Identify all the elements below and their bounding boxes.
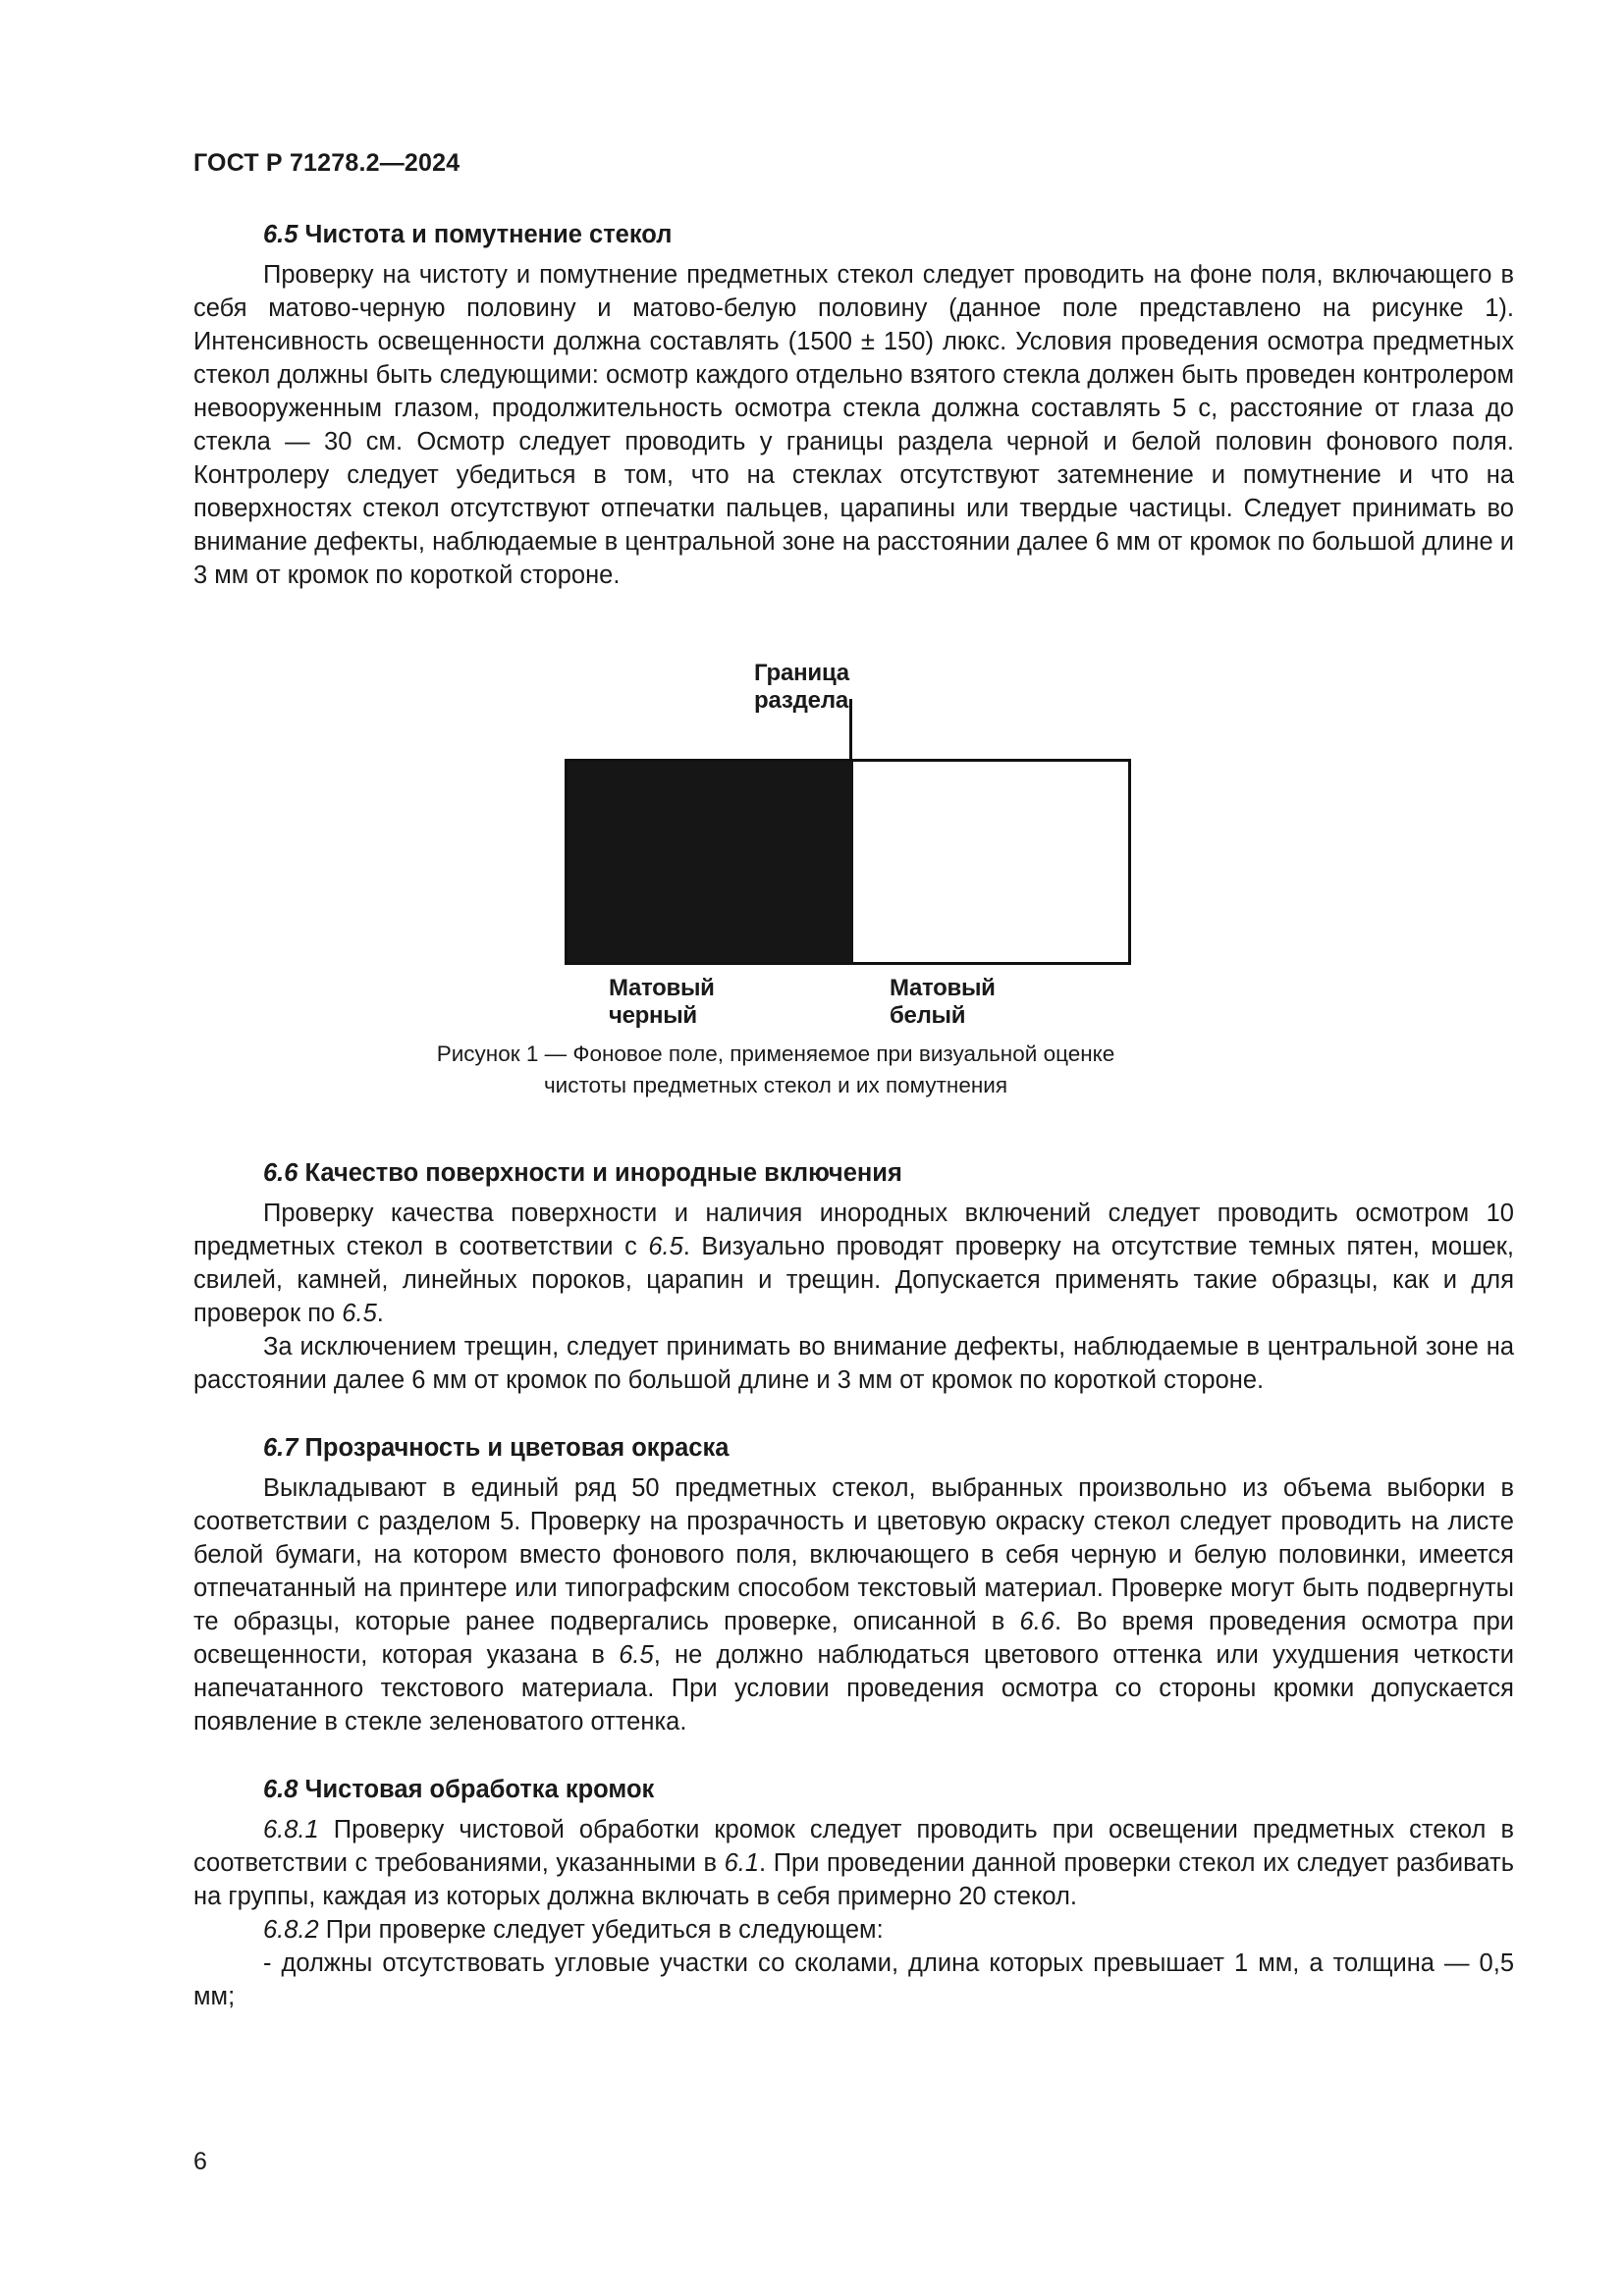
section-heading — [193, 1156, 1514, 1190]
section-number: 6.5 — [263, 221, 298, 248]
section-title: Чистота и помутнение стекол — [304, 221, 673, 248]
matte-white-half — [853, 762, 1128, 962]
section-heading — [193, 1431, 1514, 1465]
section-paragraph — [193, 1197, 1514, 1330]
section-heading — [193, 1773, 1514, 1806]
figure-white-label: Матовый белый — [890, 975, 996, 1029]
figure-caption-line: чистоты предметных стекол и их помутнения — [543, 1073, 1008, 1097]
text-run: . — [376, 1300, 384, 1327]
section-title: Качество поверхности и инородные включения — [304, 1159, 902, 1187]
figure-boundary-label: Граница раздела — [754, 660, 849, 714]
page-number: 6 — [193, 2148, 207, 2175]
figure-caption-line: Рисунок 1 — Фоновое поле, применяемое при визуальной оценке — [436, 1041, 1115, 1066]
text-run: Проверку чистовой обработки кромок следует проводить при освещении предметных стекол в соответствии с требованиями, указанными в — [193, 1816, 1514, 1877]
figure-caption — [422, 1039, 1129, 1101]
section-paragraph — [193, 1471, 1514, 1738]
figure-boundary-pointer-line — [849, 699, 852, 761]
cross-reference: 6.5 — [648, 1233, 683, 1260]
matte-black-half — [568, 762, 853, 962]
cross-reference: 6.6 — [1019, 1608, 1055, 1635]
section-paragraph — [193, 1813, 1514, 1913]
text-run: Выкладывают в единый ряд 50 предметных стекол, выбранных произвольно из объема выборки в соответствии с разделом 5. Проверку на прозрачность и цветовую окраску стекол следует проводить на листе белой бумаги, на котором вместо фонового поля, включающего в себя черную и белую половинки, имеется отпечатанный на принтере или типографским способом текстовый материал. Проверке могут быть подвергнуты те образцы, которые ранее подвергались проверке, описанной в — [193, 1474, 1514, 1635]
figure-field-box — [565, 759, 1131, 965]
section-6-7 — [193, 1431, 1514, 1738]
section-number: 6.8 — [263, 1776, 298, 1803]
section-6-6 — [193, 1156, 1514, 1397]
document-code-header: ГОСТ Р 71278.2—2024 — [193, 149, 460, 177]
cross-reference: 6.1 — [724, 1849, 760, 1877]
section-title: Чистовая обработка кромок — [304, 1776, 655, 1803]
figure-black-label: Матовый черный — [609, 975, 715, 1029]
section-heading — [193, 218, 1514, 251]
section-6-8 — [193, 1773, 1514, 2013]
clause-number: 6.8.2 — [263, 1916, 319, 1944]
text-run: При проверке следует убедиться в следующем: — [318, 1916, 884, 1944]
text-run: . При проведении данной проверки стекол их следует разбивать на группы, каждая из которых должна включать в себя примерно 20 стекол. — [193, 1849, 1514, 1910]
cross-reference: 6.5 — [342, 1300, 377, 1327]
section-6-5 — [193, 218, 1514, 592]
text-run: , не должно наблюдаться цветового оттенка или ухудшения четкости напечатанного текстового материала. При условии проведения осмотра со стороны кромки допускается появление в стекле зеленоватого оттенка. — [193, 1641, 1514, 1735]
text-run: . Во время проведения осмотра при освещенности, которая указана в — [193, 1608, 1515, 1669]
section-title: Прозрачность и цветовая окраска — [304, 1434, 730, 1462]
section-paragraph: Проверку на чистоту и помутнение предметных стекол следует проводить на фоне поля, включающего в себя матово-черную половину и матово-белую половину (данное поле представлено на рисунке 1). Интенсивность освещенности должна составлять (1500 ± 150) люкс. Условия проведения осмотра предметных стекол должны быть следующими: осмотр каждого отдельно взятого стекла должен быть проведен контролером невооруженным глазом, продолжительность осмотра стекла должна составлять 5 с, расстояние от глаза до стекла — 30 см. Осмотр следует проводить у границы раздела черной и белой половин фонового поля. Контролеру следует убедиться в том, что на стеклах отсутствуют затемнение и помутнение и что на поверхностях стекол отсутствуют отпечатки пальцев, царапины или твердые частицы. Следует принимать во внимание дефекты, наблюдаемые в центральной зоне на расстоянии далее 6 мм от кромок по большой длине и 3 мм от кромок по короткой стороне. — [193, 261, 1514, 589]
clause-number: 6.8.1 — [263, 1816, 319, 1843]
section-paragraph: За исключением трещин, следует принимать во внимание дефекты, наблюдаемые в центральной зоне на расстоянии далее 6 мм от кромок по большой длине и 3 мм от кромок по короткой стороне. — [193, 1333, 1514, 1394]
section-number: 6.7 — [263, 1434, 298, 1462]
list-item: - должны отсутствовать угловые участки со сколами, длина которых превышает 1 мм, а толщина — 0,5 мм; — [193, 1949, 1514, 2010]
text-run: Проверку качества поверхности и наличия инородных включений следует проводить осмотром 10 предметных стекол в соответствии с — [193, 1200, 1514, 1260]
text-run: . Визуально проводят проверку на отсутствие темных пятен, мошек, свилей, камней, линейных пороков, царапин и трещин. Допускается применять такие образцы, как и для проверок по — [193, 1233, 1514, 1327]
section-paragraph — [193, 1913, 1514, 1947]
section-number: 6.6 — [263, 1159, 298, 1187]
cross-reference: 6.5 — [619, 1641, 654, 1669]
